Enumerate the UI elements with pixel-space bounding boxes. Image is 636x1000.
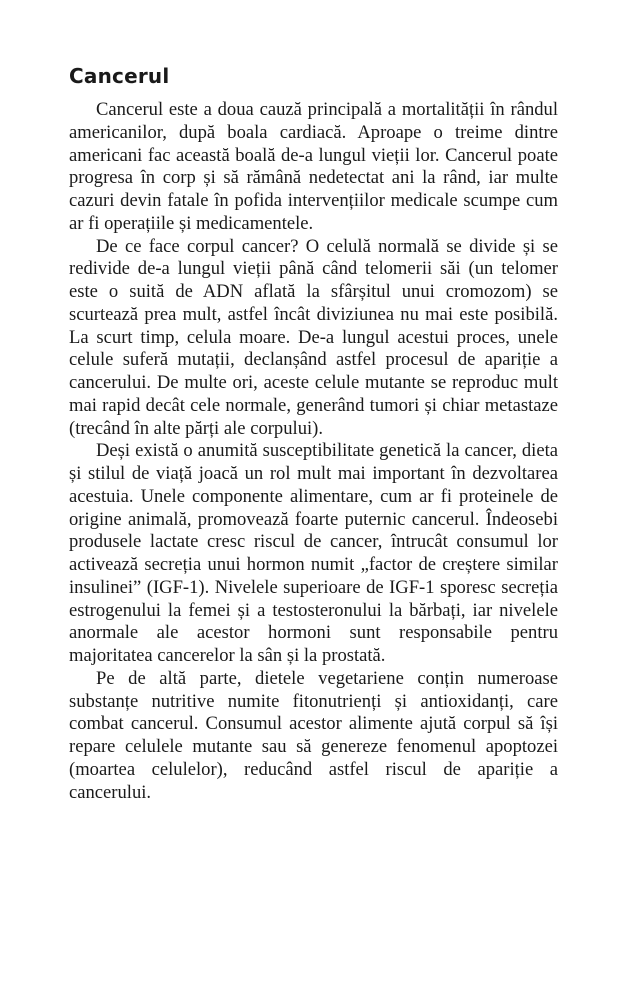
body-text [69, 64, 558, 804]
paragraph: Pe de altă parte, dietele vegetariene conțin numeroase substanțe nutritive numite fitonutrienți și antioxidanți, care combat cancerul. Consumul acestor alimente ajută corpul să își repare celulele mutante sau să genereze fenomenul apoptozei (moartea celulelor), reducând astfel riscul de apariție a cancerului. [69, 667, 558, 803]
paragraph: De ce face corpul cancer? O celulă normală se divide și se redivide de-a lungul vieții până când telomerii săi (un telomer este o suită de ADN aflată la sfârșitul unui cromozom) se scurtează prea mult, astfel încât diviziunea nu mai este posibilă. La scurt timp, celula moare. De-a lungul acestui proces, unele celule suferă mutații, declanșând astfel procesul de apariție a cancerului. De multe ori, aceste celule mutante se reproduc mult mai rapid decât cele normale, generând tumori și chiar metastaze (trecând în alte părți ale corpului). [69, 235, 558, 439]
paragraph: Cancerul este a doua cauză principală a mortalității în rândul americanilor, după boala cardiacă. Aproape o treime dintre americani fac această boală de-a lungul vieții lor. Cancerul poate progresa în corp și să rămână nedetectat ani la rând, iar multe cazuri devin fatale în pofida intervențiilor medicale scumpe cum ar fi operațiile și medicamentele. [69, 99, 558, 234]
section-heading: Cancerul [69, 64, 170, 88]
running-header-strip [580, 0, 636, 1000]
paragraph: Deși există o anumită susceptibilitate genetică la cancer, dieta și stilul de viață joacă un rol mult mai important în dezvoltarea acestuia. Unele componente alimentare, cum ar fi proteinele de origine animală, promovează foarte puternic cancerul. Îndeosebi produsele lactate cresc riscul de cancer, întrucât consumul lor activează secreția unui hormon numit „factor de creștere similar insulinei” (IGF-1). Nivelele superioare de IGF-1 sporesc secreția estrogenului la femei și a testosteronului la bărbați, iar nivelele anormale ale acestor hormoni sunt responsabile pentru majoritatea cancerelor la sân și la prostată. [69, 440, 558, 666]
